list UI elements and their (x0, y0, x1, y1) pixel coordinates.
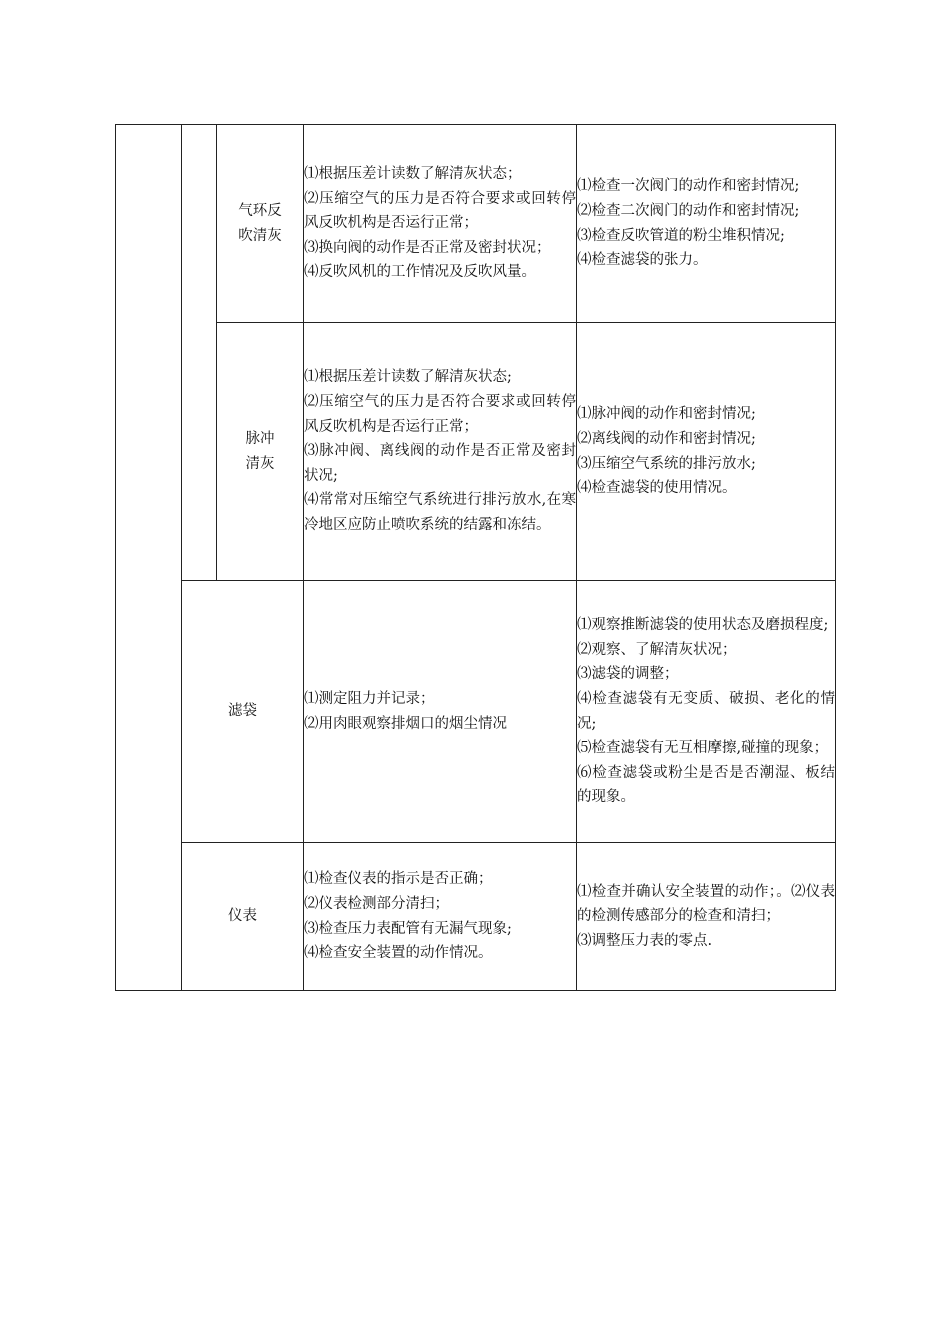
maintenance-items-cell (577, 125, 836, 323)
maintenance-item: ⑵检查二次阀门的动作和密封情况; (577, 202, 800, 219)
item-name-cell: 滤袋 (182, 581, 304, 843)
item-name-cell: 脉冲 清灰 (217, 323, 304, 581)
check-item: ⑴根据压差计读数了解清灰状态； (304, 166, 522, 183)
maintenance-item: ⑶调整压力表的零点. (577, 932, 713, 949)
maintenance-item: ⑶压缩空气系统的排污放水; (577, 455, 756, 472)
maintenance-items-cell (577, 581, 836, 843)
check-item: ⑷反吹风机的工作情况及反吹风量。 (304, 264, 536, 281)
item-name-cell: 气环反 吹清灰 (217, 125, 304, 323)
maintenance-item: ⑴检查一次阀门的动作和密封情况; (577, 178, 800, 195)
check-items-cell (304, 581, 577, 843)
check-item: ⑶脉冲阀、离线阀的动作是否正常及密封状况; (304, 443, 576, 484)
maintenance-item: ⑵离线阀的动作和密封情况; (577, 430, 756, 447)
maintenance-table (115, 124, 836, 991)
check-item: ⑵压缩空气的压力是否符合要求或回转停风反吹机构是否运行正常； (304, 394, 576, 435)
maintenance-item: ⑷检查滤袋的使用情况。 (577, 480, 737, 497)
check-item: ⑶换向阀的动作是否正常及密封状况； (304, 239, 551, 256)
check-item: ⑴根据压差计读数了解清灰状态; (304, 369, 512, 386)
item-name-cell: 仪表 (182, 843, 304, 991)
maintenance-item: ⑷检查滤袋有无变质、破损、老化的情况; (577, 690, 835, 732)
maintenance-table-page (115, 124, 835, 990)
category-cell (116, 125, 182, 991)
maintenance-item: ⑸检查滤袋有无互相摩擦,碰撞的现象； (577, 740, 829, 757)
check-item: ⑷检查安全装置的动作情况。 (304, 945, 493, 962)
check-item: ⑴测定阻力并记录； (304, 690, 435, 707)
maintenance-item: ⑴脉冲阀的动作和密封情况; (577, 406, 756, 423)
table-row-filter-bag (116, 581, 836, 843)
maintenance-item: ⑵观察、了解清灰状况； (577, 641, 737, 658)
check-items-cell (304, 125, 577, 323)
check-item: ⑵用肉眼观察排烟口的烟尘情况 (304, 715, 507, 732)
maintenance-item: ⑷检查滤袋的张力。 (577, 252, 708, 269)
check-item: ⑵仪表检测部分清扫； (304, 895, 449, 912)
maintenance-item: ⑴检查并确认安全装置的动作；。⑵仪表的检测传感部分的检查和清扫； (577, 883, 835, 925)
check-item: ⑵压缩空气的压力是否符合要求或回转停风反吹机构是否运行正常； (304, 190, 576, 232)
check-items-cell (304, 323, 577, 581)
maintenance-item: ⑹检查滤袋或粉尘是否是否潮湿、板结的现象。 (577, 764, 835, 806)
subcategory-cell (182, 125, 217, 581)
maintenance-items-cell (577, 843, 836, 991)
check-items-cell (304, 843, 577, 991)
maintenance-item: ⑶检查反吹管道的粉尘堆积情况; (577, 227, 785, 244)
check-item: ⑷常常对压缩空气系统进行排污放水,在寒冷地区应防止喷吹系统的结露和冻结。 (304, 492, 576, 533)
table-row-air-ring-cleaning (116, 125, 836, 323)
table-row-instruments (116, 843, 836, 991)
maintenance-item: ⑴观察推断滤袋的使用状态及磨损程度; (577, 617, 829, 634)
table-row-pulse-cleaning (116, 323, 836, 581)
check-item: ⑶检查压力表配管有无漏气现象; (304, 920, 512, 937)
maintenance-items-cell (577, 323, 836, 581)
maintenance-item: ⑶滤袋的调整； (577, 666, 679, 683)
check-item: ⑴检查仪表的指示是否正确； (304, 871, 493, 888)
